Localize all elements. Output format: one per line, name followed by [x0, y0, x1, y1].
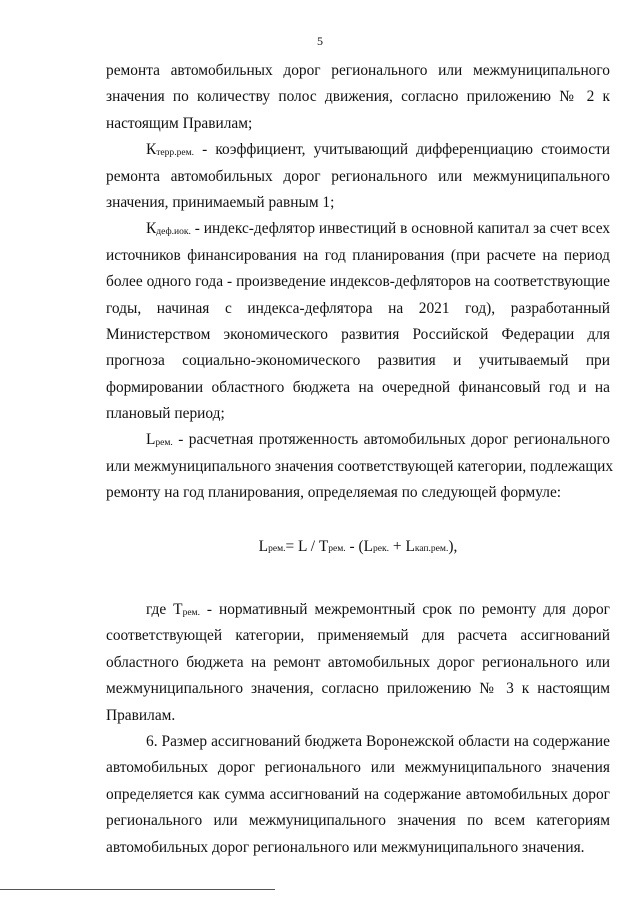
symbol-k-def: Кдеф.иок. [146, 220, 191, 238]
text-line: определяется как сумма ассигнований на содержание автомобильных дорог [106, 785, 610, 803]
paragraph-where [106, 597, 610, 729]
text-line: соответствующей категории, применяемый для расчета ассигнований [106, 627, 610, 645]
text-line: плановый период; [106, 405, 225, 423]
footer-rule [0, 889, 275, 890]
text-line: значения по количеству полос движения, согласно приложению № 2 к [106, 88, 610, 106]
formula: Lрем.= L / Трем. - (Lрек. + Lкап.рем.), [258, 537, 458, 555]
symbol-k-terr: Ктерр.рем. [146, 141, 194, 159]
paragraph-l-rem [106, 427, 614, 506]
text-line: годы, начиная с индекса-дефлятора на 2021 год), разработанный [106, 299, 610, 317]
page-number: 5 [317, 34, 323, 48]
text-line: межмуниципального значения, согласно приложению № 3 к настоящим [106, 680, 610, 698]
section-6 [106, 729, 610, 861]
text-line: ремонта автомобильных дорог регионального или межмуниципального [106, 167, 610, 185]
document-body [106, 58, 614, 861]
text-line: прогноза социально-экономического развития и учитываемый при [106, 352, 610, 370]
paragraph-k-def [106, 216, 610, 427]
text-line: Кдеф.иок. - индекс-дефлятор инвестиций в основной капитал за счет всех [146, 220, 611, 238]
text-line: ремонту на год планирования, определяемая по следующей формуле: [106, 484, 562, 502]
symbol-l-rem: Lрем. [146, 431, 173, 449]
text-line: Lрем. - расчетная протяженность автомобильных дорог регионального [146, 431, 610, 449]
text-line: Ктерр.рем. - коэффициент, учитывающий дифференциацию стоимости [146, 141, 610, 159]
text-line: регионального или межмуниципального значения по всем категориям [106, 812, 610, 830]
text-line: автомобильных дорог регионального или межмуниципального значения [106, 759, 610, 777]
text-line: Правилам. [106, 706, 176, 724]
paragraph-continuation [106, 58, 610, 137]
text-line: Министерством экономического развития Российской Федерации для [106, 325, 610, 343]
text-line: или межмуниципального значения соответствующей категории, подлежащих [106, 457, 614, 475]
text-line: автомобильных дорог регионального или межмуниципального значения. [106, 838, 585, 856]
text-line: источников финансирования на год планирования (при расчете на период [106, 246, 610, 264]
paragraph-k-terr [106, 137, 610, 216]
symbol-t-rem: Трем. [173, 601, 200, 619]
text-line: где Трем. - нормативный межремонтный срок по ремонту для дорог [146, 601, 610, 619]
text-line: более одного года - произведение индексов-дефляторов на соответствующие [106, 273, 610, 291]
text-line: ремонта автомобильных дорог регионального или межмуниципального [106, 62, 610, 79]
text-line: настоящим Правилам; [106, 114, 253, 132]
text-line: областного бюджета на ремонт автомобильных дорог регионального или [106, 653, 610, 671]
text-line: формировании областного бюджета на очередной финансовый год и на [106, 378, 610, 396]
text-line: 6. Размер ассигнований бюджета Воронежской области на содержание [146, 732, 610, 750]
text-line: значения, принимаемый равным 1; [106, 193, 335, 211]
